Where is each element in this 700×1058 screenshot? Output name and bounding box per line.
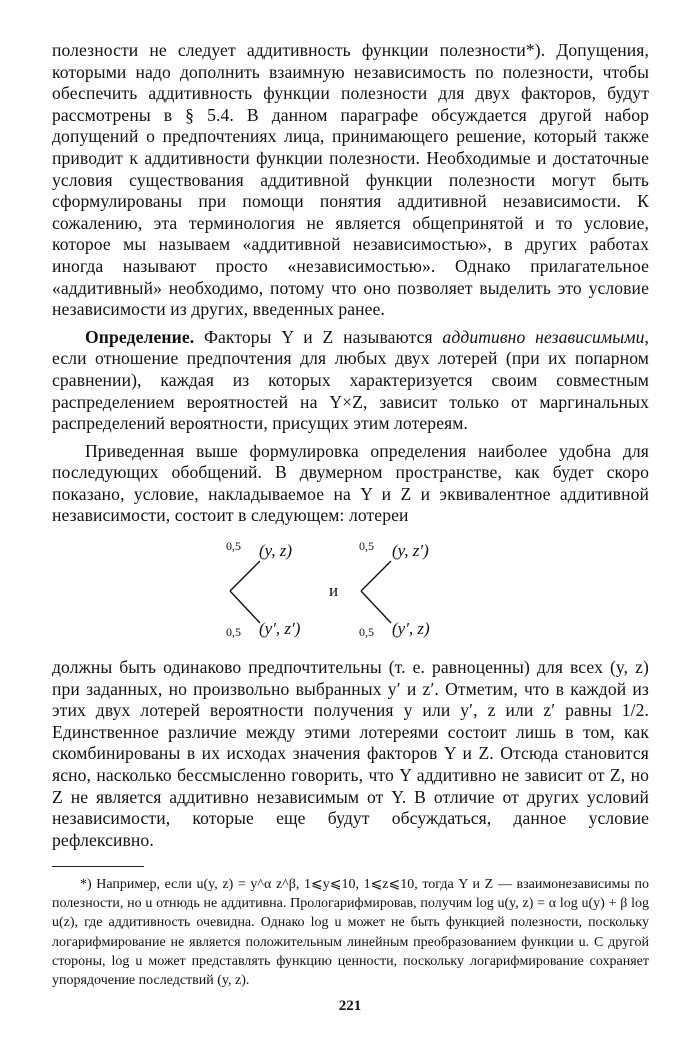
definition-text-after: , если отношение предпочтения для любых двух лотерей (при их попарном сравнении), каждая из которых характеризуется своим совместным распределением вероятностей на Y×Z, зависит только от маргинальных распределений вероятности, присущих этим лотереям. <box>52 326 649 434</box>
left-top-probability: 0,5 <box>226 539 241 554</box>
footnote-text: *) Например, если u(y, z) = y^α z^β, 1⩽y⩽10, 1⩽z⩽10, тогда Y и Z — взаимонезависимы по полезности, но u отнюдь не аддитивна. Прологарифмировав, получим log u(y, z) = α log u(y) + β log u(z), где аддитивность очевидна. Однако log u может не быть функцией полезности, поскольку логарифмирование не является положительным линейным преобразованием функции u. С другой стороны, log u может представлять функцию ценности, поскольку логарифмирование сохраняет упорядочение последствий (y, z). <box>52 877 649 989</box>
definition-paragraph <box>52 327 649 435</box>
definition-emphasis: аддитивно независимыми <box>442 326 645 347</box>
definition-term: Определение. <box>85 326 195 347</box>
right-lottery-top-branch <box>361 561 391 591</box>
lottery-connector: и <box>329 581 339 601</box>
paragraph-formulation: Приведенная выше формулировка определения наиболее удобна для последующих обобщений. В двумерном пространстве, как будет скоро показано, условие, накладываемое на Y и Z и эквивалентное аддитивной независимости, состоит в следующем: лотереи <box>52 440 649 526</box>
footnote-rule <box>52 866 144 867</box>
left-lottery-bottom-branch <box>230 591 260 623</box>
page-number: 221 <box>338 998 362 1014</box>
paragraph-equivalence: должны быть одинаково предпочтительны (т. е. равноценны) для всех (y, z) при заданных, но произвольно выбранных y′ и z′. Отметим, что в каждой из этих двух лотерей вероятности получения y или y′, z или z′ равны 1/2. Единственное различие между этими лотереями состоит лишь в том, как скомбинированы в их исходах значения факторов Y и Z. Отсюда становится ясно, насколько бессмысленно говорить, что Y аддитивно не зависит от Z, но Z не является аддитивно независимым от Y. В отличие от других условий независимости, которые еще будут обсуждаться, данное условие рефлексивно. <box>52 657 649 850</box>
paragraph-intro: полезности не следует аддитивность функции полезности*). Допущения, которыми надо дополнить взаимную независимость по полезности, чтобы обеспечить аддитивность функции полезности для двух факторов, будут рассмотрены в § 5.4. В данном параграфе обсуждается другой набор допущений о предпочтениях лица, принимающего решение, который также приводит к аддитивности функции полезности. Необходимые и достаточные условия существования аддитивной функции полезности могут быть сформулированы при помощи понятия аддитивной независимости. К сожалению, эта терминология не является общепринятой и то условие, которое мы называем «аддитивной независимостью», в других работах иногда называют просто «независимостью». Однако прилагательное «аддитивный» необходимо, потому что оно позволяет выделить это условие независимости из других, введенных ранее. <box>52 40 649 320</box>
lottery-branches <box>52 531 649 651</box>
left-bottom-outcome: (y′, z′) <box>259 619 301 639</box>
page-body <box>52 40 649 851</box>
right-lottery-bottom-branch <box>361 591 391 623</box>
right-top-probability: 0,5 <box>359 539 374 554</box>
right-bottom-probability: 0,5 <box>359 625 374 640</box>
right-bottom-outcome: (y′, z) <box>392 619 430 639</box>
left-bottom-probability: 0,5 <box>226 625 241 640</box>
right-top-outcome: (y, z′) <box>392 541 429 561</box>
footnote <box>52 875 649 990</box>
definition-text-before: Факторы Y и Z называются <box>194 326 443 347</box>
left-top-outcome: (y, z) <box>259 541 293 561</box>
left-lottery-top-branch <box>230 561 260 591</box>
lotteries-diagram <box>52 531 649 651</box>
